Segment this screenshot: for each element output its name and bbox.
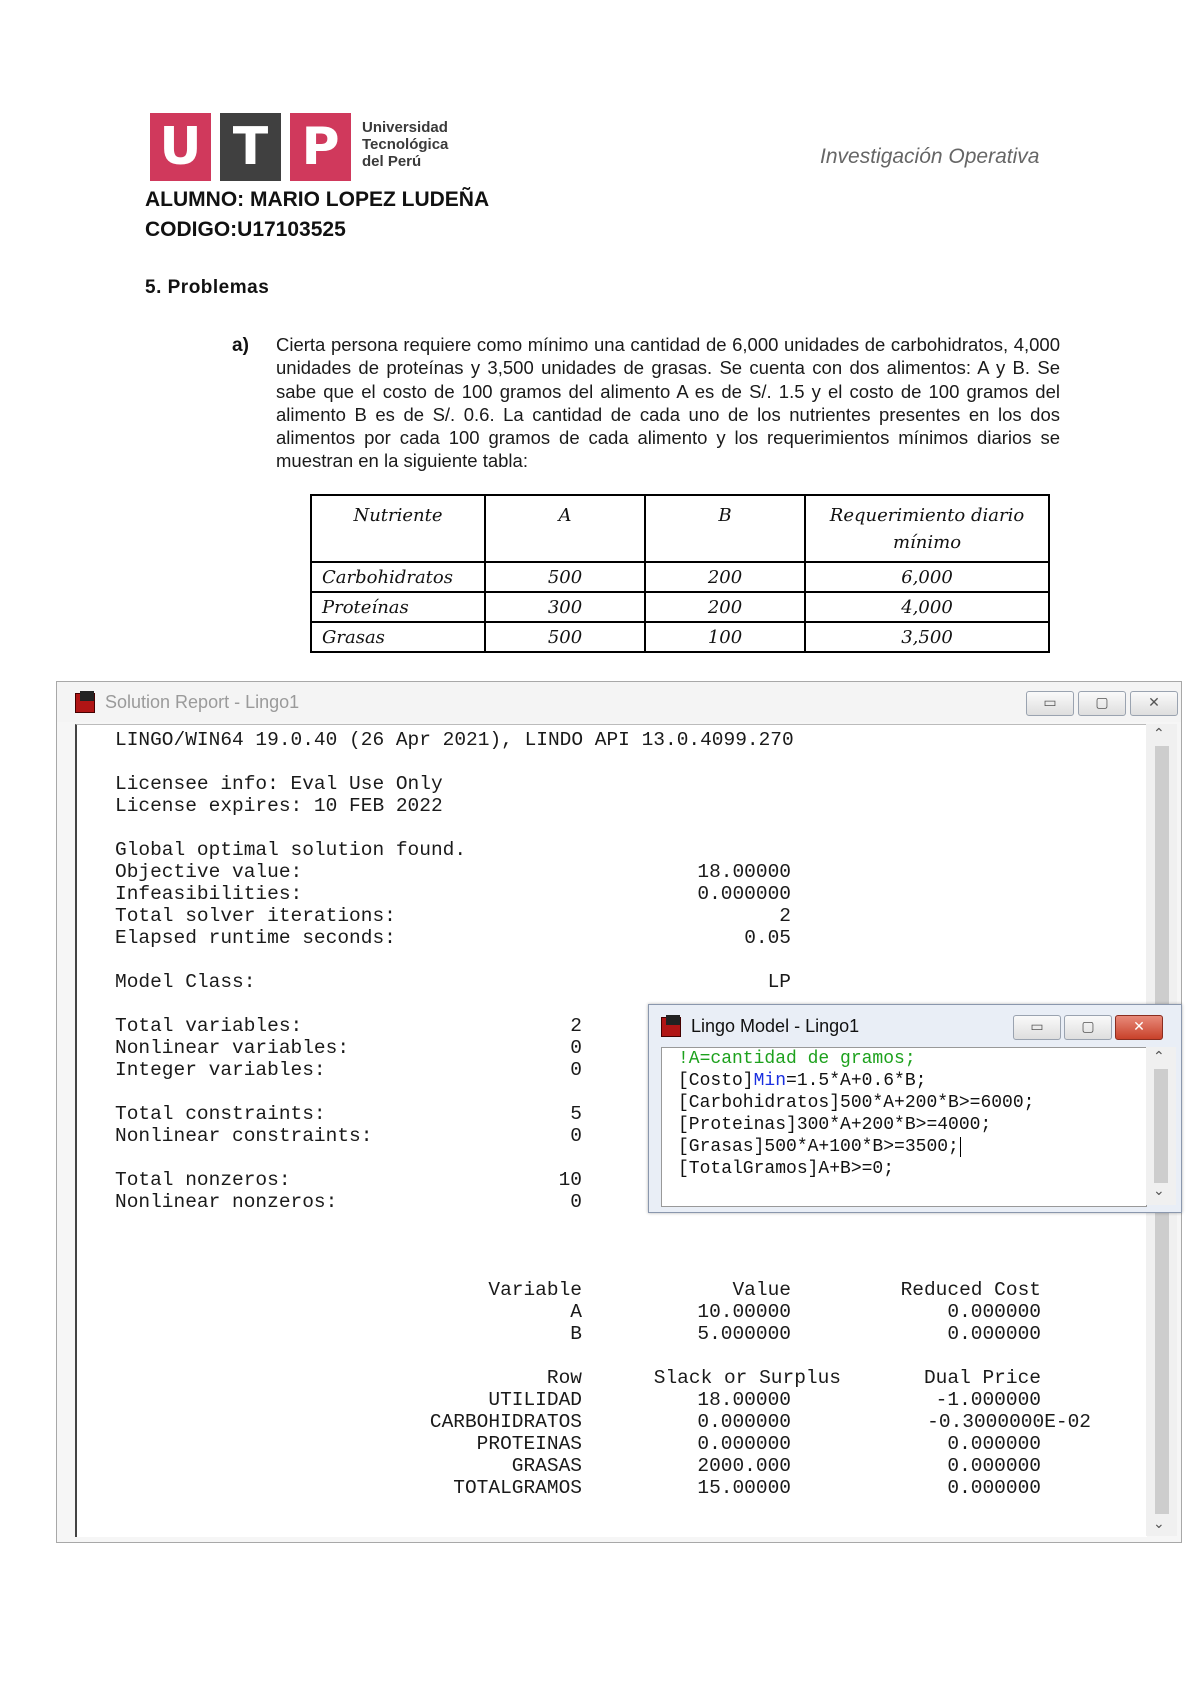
utp-logo <box>150 113 450 181</box>
code-token: [Grasas]500*A+100*B>=3500; <box>678 1137 959 1157</box>
code-line[interactable] <box>678 1114 991 1136</box>
variable-name: A <box>570 1301 582 1323</box>
nutrient-table <box>310 494 1050 653</box>
window-titlebar[interactable] <box>649 1005 1181 1045</box>
table-row <box>311 562 1049 592</box>
close-button[interactable]: ✕ <box>1115 1015 1163 1040</box>
stat-value: 10 <box>558 1169 582 1191</box>
stat-label: Integer variables: <box>115 1059 326 1081</box>
rows-header: Row <box>546 1367 582 1389</box>
scroll-up-icon[interactable]: ⌃ <box>1153 726 1165 742</box>
section-title: 5. Problemas <box>145 277 270 298</box>
stat-label: Total variables: <box>115 1015 303 1037</box>
variables-header: Variable <box>488 1279 582 1301</box>
code-line[interactable] <box>678 1092 1034 1114</box>
table-cell: 4,000 <box>805 592 1049 622</box>
rows-header: Slack or Surplus <box>653 1367 841 1389</box>
student-code: CODIGO:U17103525 <box>145 218 346 241</box>
code-token: [Carbohidratos]500*A+200*B>=6000; <box>678 1093 1035 1113</box>
stat-value: 2 <box>779 905 791 927</box>
report-line: License expires: 10 FEB 2022 <box>115 795 443 817</box>
row-slack: 0.000000 <box>697 1411 791 1433</box>
logo-text-line: Universidad <box>362 119 448 136</box>
stat-value: 0.05 <box>744 927 791 949</box>
stat-value: 0 <box>570 1191 582 1213</box>
stat-label: Total nonzeros: <box>115 1169 291 1191</box>
window-title: Solution Report - Lingo1 <box>105 692 300 712</box>
table-cell: 3,500 <box>805 622 1049 652</box>
row-slack: 0.000000 <box>697 1433 791 1455</box>
code-line[interactable] <box>678 1070 926 1092</box>
code-comment: !A=cantidad de gramos; <box>678 1049 916 1069</box>
maximize-button[interactable]: ▢ <box>1064 1015 1112 1040</box>
code-line[interactable] <box>678 1158 894 1180</box>
problem-statement: Cierta persona requiere como mínimo una cantidad de 6,000 unidades de carbohidratos, 4,000 unidades de proteínas y 3,500 unidades de grasas. Se cuenta con dos alimentos: A y B. Se sabe que el costo de 100 gramos del alimento A es de S/. 1.5 y el costo de 100 gramos del alimento B es de S/. 0.6. La cantidad de cada uno de los nutrientes presentes en los dos alimentos por cada 100 gramos de cada alimento y los requerimientos mínimos diarios se muestran en la siguiente tabla: <box>276 334 1060 472</box>
table-row <box>311 592 1049 622</box>
stat-label: Nonlinear constraints: <box>115 1125 373 1147</box>
stat-label: Objective value: <box>115 861 303 883</box>
stat-label: Nonlinear nonzeros: <box>115 1191 338 1213</box>
row-slack: 15.00000 <box>697 1477 791 1499</box>
stat-value: 18.00000 <box>697 861 791 883</box>
scroll-up-icon[interactable]: ⌃ <box>1153 1049 1165 1065</box>
stat-value: 2 <box>570 1015 582 1037</box>
vertical-scrollbar[interactable] <box>1146 1047 1176 1205</box>
table-cell: 500 <box>485 562 645 592</box>
model-class-label: Model Class: <box>115 971 256 993</box>
variables-header: Reduced Cost <box>900 1279 1041 1301</box>
lingo-app-icon <box>661 1015 683 1037</box>
code-token: [Costo] <box>678 1071 754 1091</box>
code-line[interactable] <box>678 1136 961 1158</box>
rows-header: Dual Price <box>923 1367 1041 1389</box>
table-cell: 200 <box>645 562 805 592</box>
stat-label: Total solver iterations: <box>115 905 396 927</box>
row-dual-price: -0.3000000E-02 <box>927 1411 1091 1433</box>
stat-label: Elapsed runtime seconds: <box>115 927 396 949</box>
lingo-app-icon <box>75 691 97 713</box>
table-cell: 500 <box>485 622 645 652</box>
stat-value: 0 <box>570 1037 582 1059</box>
stat-value: 5 <box>570 1103 582 1125</box>
logo-text <box>362 119 448 170</box>
window-title: Lingo Model - Lingo1 <box>691 1016 860 1036</box>
scroll-down-icon[interactable]: ⌄ <box>1153 1183 1165 1199</box>
table-cell: Proteínas <box>311 592 485 622</box>
table-header: Requerimiento diario mínimo <box>805 495 1049 562</box>
row-name: UTILIDAD <box>488 1389 582 1411</box>
model-class-value: LP <box>767 971 791 993</box>
logo-letter-p: P <box>290 113 351 181</box>
table-row <box>311 622 1049 652</box>
scroll-down-icon[interactable]: ⌄ <box>1153 1516 1165 1532</box>
table-cell: 300 <box>485 592 645 622</box>
row-name: GRASAS <box>511 1455 582 1477</box>
table-cell: 100 <box>645 622 805 652</box>
table-cell: 200 <box>645 592 805 622</box>
row-dual-price: -1.000000 <box>935 1389 1041 1411</box>
close-button[interactable]: ✕ <box>1130 691 1178 716</box>
report-line <box>115 751 794 773</box>
stat-label: Infeasibilities: <box>115 883 303 905</box>
window-titlebar[interactable] <box>57 682 1181 722</box>
row-slack: 18.00000 <box>697 1389 791 1411</box>
code-token: [TotalGramos]A+B>=0; <box>678 1159 895 1179</box>
stat-label: Nonlinear variables: <box>115 1037 350 1059</box>
row-name: PROTEINAS <box>476 1433 582 1455</box>
stat-value: 0 <box>570 1059 582 1081</box>
variable-value: 10.00000 <box>697 1301 791 1323</box>
code-token: [Proteinas]300*A+200*B>=4000; <box>678 1115 992 1135</box>
row-dual-price: 0.000000 <box>947 1477 1041 1499</box>
row-name: TOTALGRAMOS <box>453 1477 582 1499</box>
lingo-model-window[interactable] <box>648 1004 1182 1213</box>
variable-name: B <box>570 1323 582 1345</box>
code-keyword: Min <box>753 1071 787 1091</box>
model-editor[interactable] <box>661 1047 1147 1207</box>
logo-text-line: del Perú <box>362 153 422 170</box>
report-line: Global optimal solution found. <box>115 839 467 861</box>
report-line: LINGO/WIN64 19.0.40 (26 Apr 2021), LINDO API 13.0.4099.270 <box>115 729 794 751</box>
stat-label: Total constraints: <box>115 1103 326 1125</box>
code-token: =1.5*A+0.6*B; <box>786 1071 927 1091</box>
text-cursor <box>960 1137 961 1157</box>
stat-value: 0.000000 <box>697 883 791 905</box>
row-slack: 2000.000 <box>697 1455 791 1477</box>
report-line <box>115 817 794 839</box>
logo-letter-t: T <box>220 113 281 181</box>
table-cell: 6,000 <box>805 562 1049 592</box>
table-header: B <box>645 495 805 562</box>
minimize-button[interactable]: ▭ <box>1013 1015 1061 1040</box>
row-dual-price: 0.000000 <box>947 1433 1041 1455</box>
report-header <box>115 729 794 861</box>
variables-header: Value <box>732 1279 791 1301</box>
variable-reduced-cost: 0.000000 <box>947 1323 1041 1345</box>
variable-reduced-cost: 0.000000 <box>947 1301 1041 1323</box>
variable-value: 5.000000 <box>697 1323 791 1345</box>
row-name: CARBOHIDRATOS <box>429 1411 582 1433</box>
table-header: A <box>485 495 645 562</box>
report-line: Licensee info: Eval Use Only <box>115 773 443 795</box>
table-cell: Grasas <box>311 622 485 652</box>
row-dual-price: 0.000000 <box>947 1455 1041 1477</box>
maximize-button[interactable]: ▢ <box>1078 691 1126 716</box>
stat-value: 0 <box>570 1125 582 1147</box>
code-line[interactable] <box>678 1048 916 1070</box>
table-header: Nutriente <box>311 495 485 562</box>
logo-letter-u: U <box>150 113 211 181</box>
scrollbar-thumb[interactable] <box>1154 1069 1168 1183</box>
course-subject: Investigación Operativa <box>820 145 1040 168</box>
item-letter: a) <box>232 335 249 356</box>
logo-text-line: Tecnológica <box>362 136 449 153</box>
table-cell: Carbohidratos <box>311 562 485 592</box>
student-name: ALUMNO: MARIO LOPEZ LUDEÑA <box>145 188 490 211</box>
minimize-button[interactable]: ▭ <box>1026 691 1074 716</box>
